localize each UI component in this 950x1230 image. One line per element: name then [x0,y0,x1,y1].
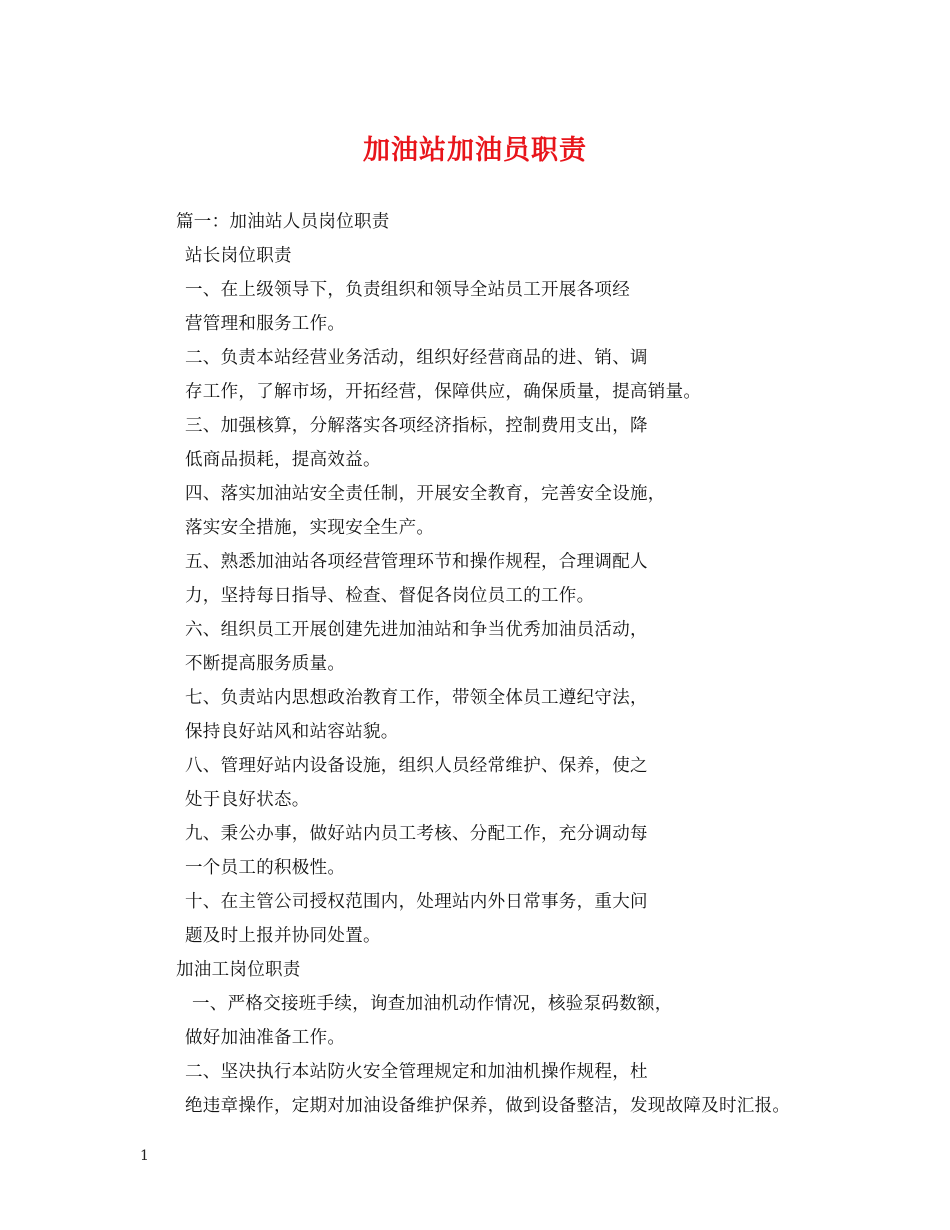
text-line: 四、落实加油站安全责任制，开展安全教育，完善安全设施， [185,484,666,504]
text-line: 九、秉公办事，做好站内员工考核、分配工作，充分调动每 [185,824,648,844]
text-line: 处于良好状态。 [185,790,310,810]
text-line: 营管理和服务工作。 [185,314,346,334]
text-line: 做好加油准备工作。 [185,1028,346,1048]
text-line: 五、熟悉加油站各项经营管理环节和操作规程，合理调配人 [185,552,648,572]
text-line: 加油工岗位职责 [176,960,301,980]
page-title: 加油站加油员职责 [363,135,587,166]
text-line: 力，坚持每日指导、检查、督促各岗位员工的工作。 [185,586,595,606]
document-body [176,205,876,1123]
text-line: 存工作，了解市场，开拓经营，保障供应，确保质量，提高销量。 [185,382,702,402]
text-line: 六、组织员工开展创建先进加油站和争当优秀加油员活动， [185,620,648,640]
text-line: 七、负责站内思想政治教育工作，带领全体员工遵纪守法， [185,688,648,708]
text-line: 一、在上级领导下，负责组织和领导全站员工开展各项经 [185,280,630,300]
text-line: 不断提高服务质量。 [185,654,346,674]
text-line: 十、在主管公司授权范围内，处理站内外日常事务，重大问 [185,892,648,912]
text-line: 篇一：加油站人员岗位职责 [176,212,390,232]
text-line: 一个员工的积极性。 [185,858,346,878]
text-line: 绝违章操作，定期对加油设备维护保养，做到设备整洁，发现故障及时汇报。 [185,1096,791,1116]
text-line: 题及时上报并协同处置。 [185,926,381,946]
page-number: 1 [140,1148,149,1164]
text-line: 二、坚决执行本站防火安全管理规定和加油机操作规程，杜 [185,1062,648,1082]
text-line: 站长岗位职责 [185,246,292,266]
text-line: 八、管理好站内设备设施，组织人员经常维护、保养，使之 [185,756,648,776]
text-line: 一、严格交接班手续，询查加油机动作情况，核验泵码数额， [192,994,673,1014]
text-line: 落实安全措施，实现安全生产。 [185,518,435,538]
text-line: 低商品损耗，提高效益。 [185,450,381,470]
text-line: 二、负责本站经营业务活动，组织好经营商品的进、销、调 [185,348,648,368]
text-line: 保持良好站风和站容站貌。 [185,722,399,742]
text-line: 三、加强核算，分解落实各项经济指标，控制费用支出，降 [185,416,648,436]
